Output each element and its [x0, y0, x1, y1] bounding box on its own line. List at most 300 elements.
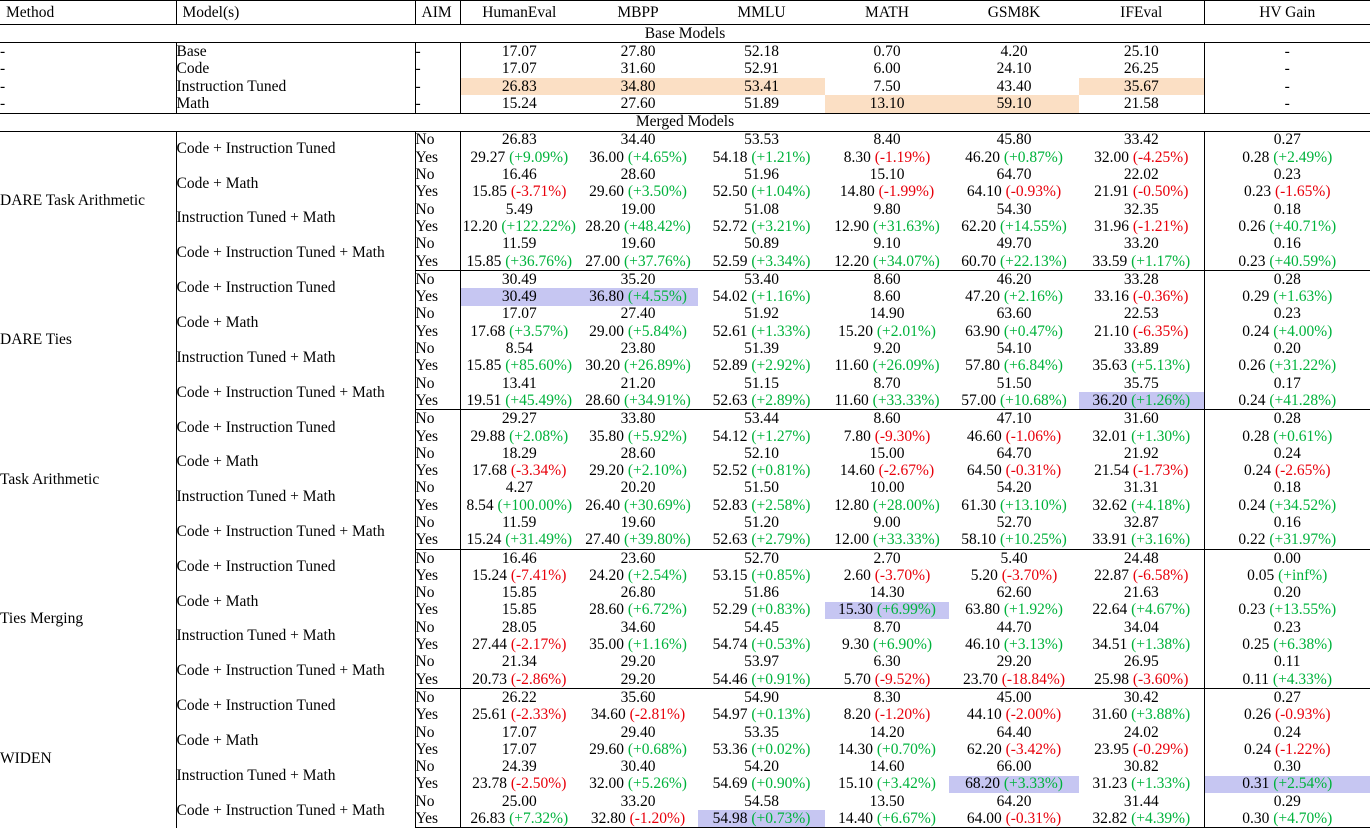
- base-model-name: Instruction Tuned: [176, 78, 415, 95]
- metric-cell: [698, 671, 825, 689]
- merge-method-name: DARE Task Arithmetic: [0, 131, 176, 270]
- aim-flag: Yes: [415, 497, 460, 514]
- metric-cell: [949, 567, 1079, 584]
- metric-value: 17.07: [501, 60, 537, 78]
- metric-cell: [1204, 758, 1370, 775]
- metric-cell: [949, 619, 1079, 636]
- metric-delta: (-0.31%): [1005, 462, 1062, 480]
- column-header-model-s[interactable]: Model(s): [176, 1, 415, 25]
- metric-cell: [578, 462, 698, 479]
- metric-value: 25.00: [501, 792, 537, 810]
- metric-delta: (+6.84%): [1003, 357, 1063, 375]
- metric-delta: (-3.70%): [874, 566, 931, 584]
- metric-cell: [460, 43, 578, 61]
- metric-value: 0.26: [1243, 706, 1272, 724]
- metric-value: 27.00: [585, 252, 621, 270]
- metric-cell: [460, 480, 578, 497]
- metric-value: 63.90: [965, 322, 1000, 340]
- metric-cell: [698, 706, 825, 723]
- metric-value: 52.89: [712, 357, 748, 375]
- metric-value: 62.60: [996, 584, 1032, 602]
- metric-cell: [825, 410, 949, 428]
- metric-value: 8.60: [873, 288, 901, 306]
- metric-cell: [460, 166, 578, 183]
- metric-cell: [578, 428, 698, 445]
- metric-cell: [698, 95, 825, 113]
- metric-value: 30.40: [620, 758, 656, 776]
- metric-cell: [949, 410, 1079, 428]
- metric-value: 54.18: [712, 148, 748, 166]
- table-row: [0, 306, 1370, 323]
- metric-cell: [825, 724, 949, 741]
- metric-value: 54.97: [712, 706, 748, 724]
- metric-value: 53.53: [744, 131, 779, 149]
- metric-cell: [949, 375, 1079, 392]
- metric-cell: [460, 602, 578, 619]
- metric-value: 9.80: [873, 200, 901, 218]
- metric-cell: [460, 235, 578, 252]
- metric-value: 22.64: [1092, 601, 1128, 619]
- metric-cell: [578, 549, 698, 567]
- metric-cell: [825, 480, 949, 497]
- metric-delta: (+3.42%): [876, 775, 936, 793]
- table-row: [0, 689, 1370, 707]
- metric-value: 54.58: [744, 792, 779, 810]
- metric-cell: [1079, 567, 1204, 584]
- metric-value: 9.30: [841, 636, 870, 654]
- metric-delta: (+4.00%): [1273, 322, 1333, 340]
- metric-cell: [949, 689, 1079, 707]
- metric-cell: [825, 323, 949, 340]
- metric-value: 13.10: [869, 95, 905, 113]
- metric-cell: [460, 357, 578, 374]
- metric-delta: (-1.22%): [1274, 740, 1331, 758]
- merge-model-combo: Code + Math: [176, 306, 415, 341]
- metric-delta: (-0.36%): [1132, 288, 1189, 306]
- metric-delta: (+6.72%): [627, 601, 687, 619]
- metric-cell: [1079, 689, 1204, 707]
- metric-delta: (+26.89%): [623, 357, 691, 375]
- metric-value: 21.58: [1123, 95, 1159, 113]
- metric-cell: [1204, 323, 1370, 340]
- metric-value: 35.60: [620, 688, 656, 706]
- metric-cell: [825, 619, 949, 636]
- metric-value: 29.27: [501, 410, 537, 428]
- metric-delta: (+0.61%): [1273, 427, 1333, 445]
- metric-value: 51.89: [744, 95, 779, 113]
- metric-value: 19.60: [620, 513, 656, 531]
- metric-cell: [578, 758, 698, 775]
- metric-cell: [578, 567, 698, 584]
- metric-value: 11.59: [502, 513, 537, 531]
- metric-delta: (+0.70%): [876, 740, 936, 758]
- metric-delta: (+31.49%): [505, 531, 573, 549]
- metric-delta: (-2.50%): [510, 775, 567, 793]
- metric-cell: [698, 497, 825, 514]
- metric-cell: [1204, 392, 1370, 410]
- column-header-aim[interactable]: AIM: [415, 1, 460, 25]
- metric-cell: [698, 758, 825, 775]
- metric-delta: (+1.21%): [751, 148, 811, 166]
- metric-delta: (-1.19%): [874, 148, 931, 166]
- metric-delta: (+3.13%): [1003, 636, 1063, 654]
- metric-value: 44.10: [966, 706, 1002, 724]
- metric-cell: [1204, 306, 1370, 323]
- metric-value: 8.70: [873, 618, 901, 636]
- merge-model-combo: Code + Instruction Tuned: [176, 689, 415, 724]
- aim-flag: No: [415, 724, 460, 741]
- metric-value: 0.11: [1273, 653, 1301, 671]
- metric-value: 26.40: [585, 496, 621, 514]
- metric-cell: [825, 306, 949, 323]
- metric-delta: (+10.25%): [999, 531, 1067, 549]
- metric-value: 60.70: [961, 252, 997, 270]
- metric-value: 54.98: [712, 810, 748, 828]
- metric-cell: [698, 201, 825, 218]
- metric-value: 8.54: [466, 496, 494, 514]
- base-model-name: Base: [176, 43, 415, 61]
- metric-cell: [698, 462, 825, 479]
- aim-flag: No: [415, 270, 460, 288]
- metric-delta: (+1.26%): [1131, 391, 1191, 409]
- metric-delta: (+0.53%): [751, 636, 811, 654]
- metric-value: 33.16: [1094, 288, 1129, 306]
- column-header-mbpp[interactable]: MBPP: [578, 1, 698, 25]
- metric-delta: (-0.93%): [1005, 183, 1062, 201]
- metric-cell: [1079, 270, 1204, 288]
- metric-value: 6.00: [873, 60, 901, 78]
- metric-cell: [578, 531, 698, 549]
- metric-value: 17.07: [501, 42, 537, 60]
- metric-cell: [698, 445, 825, 462]
- aim-flag: No: [415, 410, 460, 428]
- metric-value: 5.40: [1000, 549, 1028, 567]
- metric-value: 0.24: [1242, 322, 1270, 340]
- metric-value: 52.72: [712, 217, 748, 235]
- metric-cell: [460, 149, 578, 166]
- metric-delta: (-2.00%): [1005, 706, 1062, 724]
- metric-cell: [1079, 619, 1204, 636]
- metric-cell: [1079, 584, 1204, 601]
- metric-value: 0.25: [1242, 636, 1270, 654]
- column-header-method[interactable]: Method: [0, 1, 176, 25]
- metric-value: 51.20: [744, 513, 779, 531]
- metric-cell: [1079, 410, 1204, 428]
- metric-value: 32.00: [1094, 148, 1129, 166]
- metric-cell: [460, 392, 578, 410]
- metric-value: 30.42: [1123, 688, 1159, 706]
- merge-model-combo: Code + Instruction Tuned: [176, 270, 415, 305]
- aim-flag: Yes: [415, 462, 460, 479]
- metric-value: 51.92: [744, 305, 779, 323]
- metric-cell: [949, 584, 1079, 601]
- metric-value: 54.12: [712, 427, 748, 445]
- metric-value: 32.80: [590, 810, 626, 828]
- metric-value: 19.00: [620, 200, 656, 218]
- metric-cell: [578, 619, 698, 636]
- metric-value: 10.00: [869, 479, 905, 497]
- metric-cell: [949, 776, 1079, 793]
- metric-value: 63.60: [996, 305, 1032, 323]
- metric-cell: [460, 201, 578, 218]
- metric-cell: [825, 758, 949, 775]
- metric-value: 64.20: [996, 792, 1032, 810]
- metric-delta: (+6.90%): [872, 636, 933, 654]
- aim-flag: No: [415, 514, 460, 531]
- metric-cell: [949, 514, 1079, 531]
- metric-cell: [698, 689, 825, 707]
- metric-value: 14.30: [838, 740, 873, 758]
- metric-cell: [825, 43, 949, 61]
- metric-delta: (+1.04%): [751, 183, 811, 201]
- metric-value: 28.60: [585, 391, 621, 409]
- metric-cell: [1079, 741, 1204, 758]
- table-row: [0, 514, 1370, 531]
- metric-cell: [460, 253, 578, 271]
- metric-value: 8.70: [873, 374, 901, 392]
- metric-cell: [1204, 531, 1370, 549]
- metric-cell: [460, 793, 578, 810]
- metric-value: 30.82: [1123, 758, 1159, 776]
- metric-cell: [460, 497, 578, 514]
- column-header-math[interactable]: MATH: [825, 1, 949, 25]
- metric-cell: [578, 218, 698, 235]
- metric-cell: [578, 201, 698, 218]
- column-header-humaneval[interactable]: HumanEval: [460, 1, 578, 25]
- metric-value: 52.10: [744, 444, 779, 462]
- metric-value: 22.02: [1123, 166, 1159, 184]
- metric-value: 0.23: [1238, 601, 1266, 619]
- metric-cell: [460, 60, 578, 77]
- table-header-row: [0, 1, 1370, 25]
- metric-cell: [578, 375, 698, 392]
- metric-cell: [460, 131, 578, 149]
- metric-delta: (+2.58%): [751, 496, 811, 514]
- metric-value: 24.20: [589, 566, 624, 584]
- metric-value: 0.00: [1273, 549, 1301, 567]
- metric-cell: [698, 306, 825, 323]
- metric-value: 15.85: [466, 357, 502, 375]
- metric-value: 15.00: [869, 444, 905, 462]
- column-header-gsm8k[interactable]: GSM8K: [949, 1, 1079, 25]
- metric-cell: [460, 531, 578, 549]
- metric-cell: [825, 428, 949, 445]
- metric-cell: [825, 253, 949, 271]
- metric-value: 33.59: [1092, 252, 1128, 270]
- metric-value: 28.60: [589, 601, 624, 619]
- metric-value: 16.46: [501, 549, 537, 567]
- metric-cell: [460, 706, 578, 723]
- metric-value: 35.20: [620, 270, 656, 288]
- metric-value: 57.80: [965, 357, 1000, 375]
- metric-value: 58.10: [961, 531, 997, 549]
- metric-value: 54.20: [744, 758, 779, 776]
- metric-delta: (+3.34%): [751, 252, 811, 270]
- metric-value: 51.39: [744, 340, 779, 358]
- merge-model-combo: Code + Instruction Tuned + Math: [176, 793, 415, 828]
- metric-cell: [825, 288, 949, 305]
- metric-cell: [1204, 602, 1370, 619]
- metric-delta: (+33.33%): [872, 391, 940, 409]
- metric-value: 19.60: [620, 235, 656, 253]
- metric-value: 47.20: [965, 288, 1000, 306]
- aim-flag: No: [415, 793, 460, 810]
- metric-value: 14.90: [869, 305, 905, 323]
- column-header-hv-gain[interactable]: HV Gain: [1204, 1, 1370, 25]
- metric-value: 26.22: [501, 688, 537, 706]
- metric-delta: (+6.38%): [1273, 636, 1333, 654]
- column-header-ifeval[interactable]: IFEval: [1079, 1, 1204, 25]
- metric-value: 68.20: [965, 775, 1000, 793]
- metric-cell: [698, 567, 825, 584]
- metric-delta: (-3.60%): [1132, 670, 1189, 688]
- metric-value: 33.20: [1123, 235, 1159, 253]
- metric-cell: [825, 149, 949, 166]
- metric-cell: [1079, 183, 1204, 200]
- metric-delta: (+14.55%): [999, 217, 1067, 235]
- metric-delta: (-1.20%): [629, 810, 686, 828]
- metric-cell: [578, 514, 698, 531]
- metric-cell: [1204, 183, 1370, 200]
- metric-cell: [578, 706, 698, 723]
- aim-flag: Yes: [415, 776, 460, 793]
- metric-delta: (-3.71%): [510, 183, 567, 201]
- metric-cell: [578, 306, 698, 323]
- metric-value: 36.80: [589, 288, 624, 306]
- metric-cell: [698, 793, 825, 810]
- metric-value: 29.60: [589, 740, 624, 758]
- metric-value: 0.16: [1273, 513, 1301, 531]
- metric-delta: (+0.47%): [1003, 322, 1063, 340]
- metric-delta: (-2.17%): [510, 636, 567, 654]
- metric-cell: [949, 653, 1079, 670]
- metric-cell: [949, 253, 1079, 271]
- metric-value: 26.80: [620, 584, 656, 602]
- band-title-row-base: [0, 25, 1370, 43]
- metric-value: 26.83: [470, 810, 506, 828]
- metric-cell: [460, 567, 578, 584]
- metric-value: 44.70: [996, 618, 1032, 636]
- metric-delta: (+48.42%): [623, 217, 691, 235]
- metric-cell: [578, 776, 698, 793]
- base-model-name: Math: [176, 95, 415, 113]
- metric-value: 9.00: [873, 513, 901, 531]
- metric-cell: [460, 323, 578, 340]
- metric-cell: [1204, 497, 1370, 514]
- metric-cell: [1204, 584, 1370, 601]
- metric-value: 8.54: [505, 340, 533, 358]
- table-row: [0, 270, 1370, 288]
- metric-delta: (+40.71%): [1269, 217, 1337, 235]
- metric-cell: [949, 741, 1079, 758]
- results-table-body: [0, 1, 1370, 828]
- metric-cell: [460, 549, 578, 567]
- metric-value: 0.28: [1242, 427, 1270, 445]
- metric-value: 53.44: [744, 410, 779, 428]
- metric-cell: [460, 776, 578, 793]
- table-row: [0, 758, 1370, 775]
- metric-cell: [460, 689, 578, 707]
- metric-cell: [460, 462, 578, 479]
- metric-cell: [1079, 218, 1204, 235]
- metric-cell: [1079, 235, 1204, 252]
- metric-value: 4.20: [1000, 42, 1028, 60]
- aim-flag: Yes: [415, 253, 460, 271]
- metric-delta: (+4.67%): [1131, 601, 1191, 619]
- metric-cell: [578, 288, 698, 305]
- aim-flag: Yes: [415, 567, 460, 584]
- metric-cell: [825, 636, 949, 653]
- metric-cell: [1204, 689, 1370, 707]
- metric-value: 31.60: [1092, 706, 1128, 724]
- metric-cell: [698, 270, 825, 288]
- metric-cell: [1079, 340, 1204, 357]
- metric-value: 51.15: [744, 374, 779, 392]
- metric-cell: [1204, 253, 1370, 271]
- metric-delta: (+4.39%): [1131, 810, 1191, 828]
- metric-delta: (+33.33%): [872, 531, 940, 549]
- metric-value: 54.02: [712, 288, 748, 306]
- metric-cell: [949, 201, 1079, 218]
- metric-value: 0.28: [1242, 148, 1270, 166]
- metric-cell: [698, 131, 825, 149]
- metric-cell: [698, 636, 825, 653]
- merge-model-combo: Code + Math: [176, 724, 415, 759]
- metric-value: 0.24: [1273, 723, 1301, 741]
- metric-value: 0.17: [1273, 374, 1301, 392]
- metric-delta: (+1.30%): [1131, 427, 1191, 445]
- metric-cell: [825, 602, 949, 619]
- metric-value: 0.11: [1242, 670, 1270, 688]
- metric-cell: [825, 357, 949, 374]
- aim-flag: Yes: [415, 531, 460, 549]
- metric-cell: [460, 410, 578, 428]
- metric-value: 21.92: [1123, 444, 1159, 462]
- aim-flag: Yes: [415, 636, 460, 653]
- metric-delta: (+10.68%): [999, 391, 1067, 409]
- metric-value: 57.00: [961, 391, 997, 409]
- aim-flag: Yes: [415, 323, 460, 340]
- metric-value: 64.40: [996, 723, 1032, 741]
- metric-value: 4.27: [505, 479, 533, 497]
- metric-value: 64.00: [966, 810, 1002, 828]
- metric-value: 52.91: [744, 60, 779, 78]
- metric-cell: [949, 462, 1079, 479]
- metric-delta: (+5.92%): [627, 427, 687, 445]
- metric-cell: [698, 584, 825, 601]
- metric-cell: [1079, 706, 1204, 723]
- metric-cell: [825, 793, 949, 810]
- metric-value: 14.20: [869, 723, 905, 741]
- metric-value: 52.52: [712, 462, 748, 480]
- metric-value: 17.07: [501, 723, 537, 741]
- metric-cell: [1204, 793, 1370, 810]
- metric-cell: [1204, 671, 1370, 689]
- metric-cell: [460, 741, 578, 758]
- column-header-mmlu[interactable]: MMLU: [698, 1, 825, 25]
- metric-cell: [1079, 531, 1204, 549]
- metric-cell: [825, 166, 949, 183]
- metric-cell: [1204, 636, 1370, 653]
- metric-cell: [578, 653, 698, 670]
- metric-value: 26.83: [501, 131, 537, 149]
- metric-value: 5.49: [505, 200, 533, 218]
- metric-value: 27.40: [585, 531, 621, 549]
- metric-delta: (+31.97%): [1269, 531, 1337, 549]
- metric-cell: [1079, 392, 1204, 410]
- metric-cell: [1204, 201, 1370, 218]
- aim-flag: Yes: [415, 741, 460, 758]
